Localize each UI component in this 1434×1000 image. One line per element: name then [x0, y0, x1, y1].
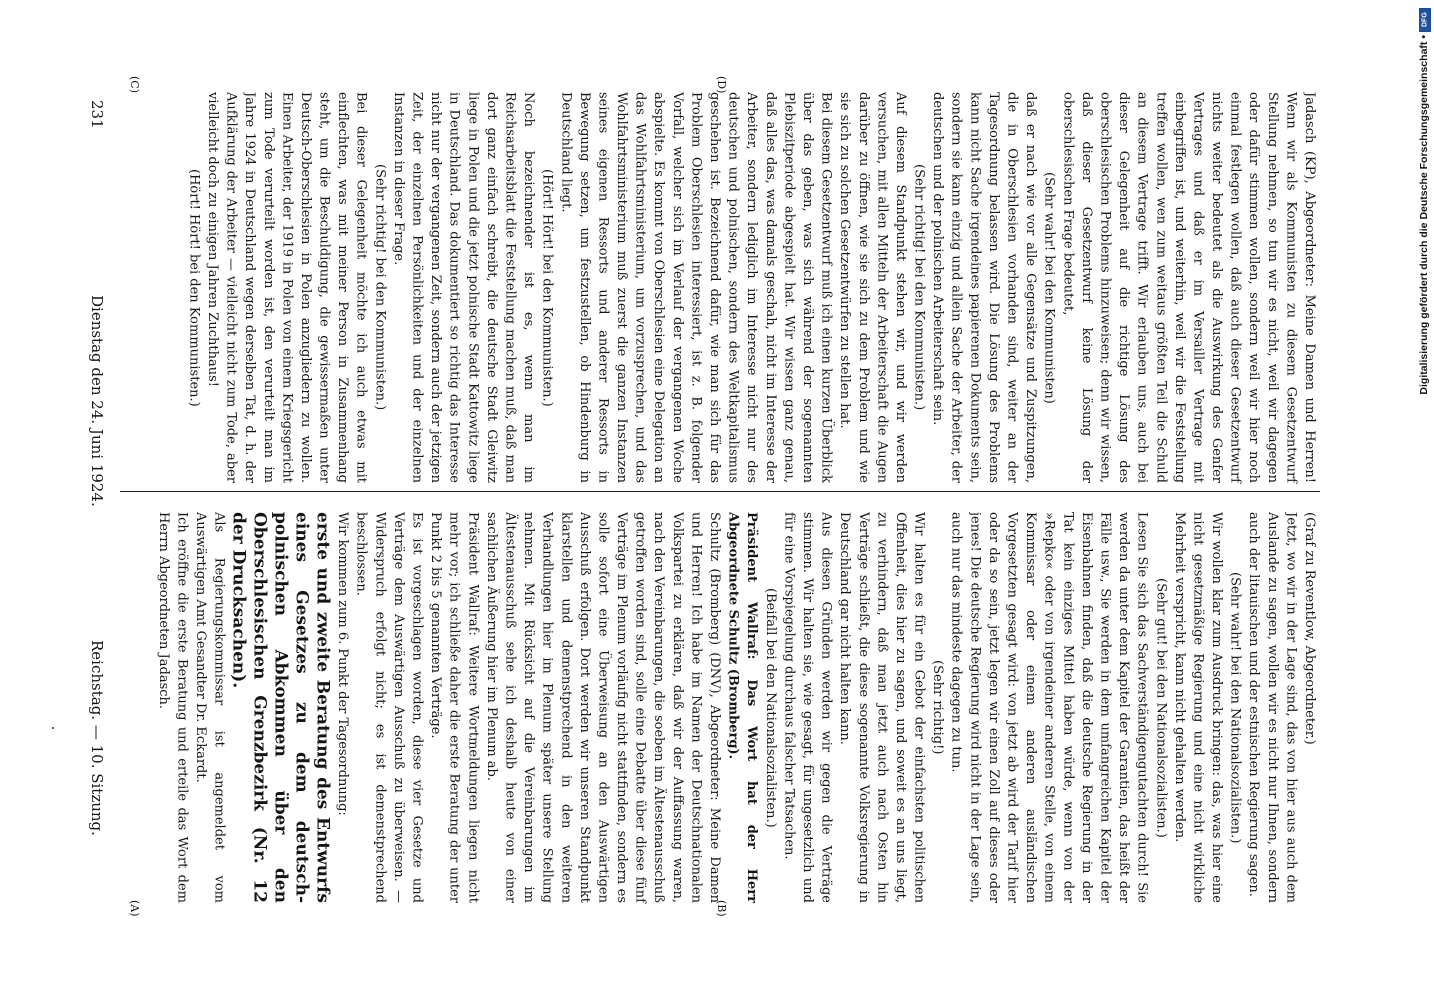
interjection: (Sehr wahr! bei den Nationalsozialisten.) — [1227, 571, 1243, 844]
paragraph: Es ist vorgeschlagen worden, diese vier Gesetze und Verträge dem Auswärtigen Ausschuß zu überweisen. — Widerspruch erfolgt nicht; es ist demenstprechend beschlossen. — [353, 512, 425, 903]
paragraph: Bei diesem Gesetzentwurf muß ich einen kurzen Überblick über das geben, was sich während der sogenannten Plebiszitperiode abgespielt hat. Wir wissen ganz genau, daß alles das, was damals geschah, nicht im Interesse der Arbeiter, sondern lediglich im Interesse nicht nur des deutschen und polnischen, sondern des Weltkapitalismus geschehen ist. Bezeichnend dafür, wie man sich für das Problem Oberschlesien interessiert, ist z. B. folgender Vorfall, welcher sich im Verlauf der vergangenen Woche abspielte. Es kommt von Oberschlesien eine Delegation an das Wohlfahrtsministerium, um vorzusprechen, und das Wohlfahrtsministerium muß zuerst die ganzen Instanzen seines eigenen Ressorts und anderer Ressorts in Bewegung setzen, um festzustellen, ob Hindenburg in Deutschland liegt. — [558, 92, 834, 483]
paragraph: Wir kommen zum 6. Punkt der Tagesordnung: — [335, 512, 351, 816]
paragraph-speech-jadasch: Jadasch (KP), Abgeordneter: Meine Damen und Herren! Wenn wir als Kommunisten zu diesem Gesetzentwurf Stellung nehmen, so tun wir es nicht, weil wir dagegen oder dafür stimmen wollen, sondern weil wir hier noch einmal festlegen wollen, daß auch dieser Gesetzentwurf nichts weiter bedeutet als die Auswirkung des Genfer Vertrages und daß er im Versailler Vertrage mit einbegriffen ist, und weiterhin, weil wir die Feststellung treffen wollen, wen zum weitaus größten Teil die Schuld an diesem Vertrage trifft. Wir erlauben uns, auch bei dieser Gelegenheit auf die richtige Lösung des oberschlesischen Problems hinzuweisen; denn wir wissen, daß dieser Gesetzentwurf keine Lösung der oberschlesischen Frage bedeutet, — [1060, 92, 1317, 483]
paragraph-speech-schultz: Schultz (Bromberg) (DNV), Abgeordneter: Meine Damen und Herren! Ich habe im Namen der Deutschnationalen Volkspartei zu erklären, daß wir der Auffassung waren, nach den Vereinbarungen, die soeben im Ältestenausschuß getroffen worden sind, solle eine Debatte über diese fünf Verträge im Plenum vorläufig nicht stattfinden, sondern es solle sofort eine Überweisung an den Auswärtigen Ausschuß erfolgen. Dort werden wir unseren Standpunkt klarstellen und demenstprechend in den weiteren Verhandlungen hier im Plenum später unsere Stellung nehmen. Mit Rücksicht auf die Vereinbarungen im Ältestenausschuß sehe ich deshalb heute von einer sachlichen Äußerung hier im Plenum ab. — [483, 512, 722, 903]
paragraph: daß er nach wie vor alle Gegensätze und Zuspitzungen, die in Oberschlesien vorhanden sind, weiter an der Tagesordnung belassen wird. Die Lösung des Problems kann nicht Sache irgendeines papierenen Dokuments sein, sondern sie kann einzig und allein Sache der Arbeiter, der deutschen und der polnischen Arbeiterschaft sein. — [930, 92, 1039, 483]
interjection: (Sehr richtig! bei den Kommunisten.) — [372, 164, 388, 411]
interjection: (Hört! Hört! bei den Kommunisten.) — [539, 168, 555, 407]
dfg-logo: DFG — [1419, 8, 1431, 32]
speaker-attribution: (Graf zu Reventlow, Abgeordneter.) — [1302, 512, 1317, 745]
digitization-credit: Digitalisierung gefördert durch die Deutsche Forschungsgemeinschaft • — [1418, 35, 1430, 395]
margin-marker-d: (D) — [715, 76, 728, 94]
interjection: (Beifall bei den Nationalsozialisten.) — [762, 587, 778, 828]
interjection: (Sehr richtig!) — [930, 660, 946, 755]
paragraph: Wir halten es für ein Gebot der einfachsten politischen Offenheit, dies hier zu sagen, und soweit es an uns liegt, zu verhindern, daß man jetzt auch nach Osten hin Verträge schließt, die diese sogenannte Volksregierung in Deutschland gar nicht halten kann. — [837, 512, 927, 903]
interjection: (Sehr wahr! bei den Kommunisten) — [1041, 171, 1057, 404]
scan-speck — [52, 727, 54, 729]
interjection: (Sehr richtig! bei den Kommunisten.) — [911, 164, 927, 411]
interjection: (Hört! Hört! bei den Kommunisten.) — [186, 168, 202, 407]
paragraph: Auf diesem Standpunkt stehen wir, und wir werden versuchen, mit allen Mitteln der Arbeiterschaft die Augen darüber zu öffnen, wie sie sich zu dem Problem und wie sie sich zu solchen Gesetzentwürfen zu stellen hat. — [837, 92, 908, 483]
paragraph: Ich eröffne die erste Beratung und erteile das Wort dem Herrn Abgeordneten Jadasch. — [155, 512, 190, 903]
paragraph: Jetzt, wo wir in der Lage sind, das von hier aus auch dem Auslande zu sagen, wollen wir es nicht nur Ihnen, sondern auch der litauischen und der estnischen Regierung sagen. — [1246, 512, 1299, 903]
paragraph: Bei dieser Gelegenheit möchte ich auch etwas mit einflechten, was mit meiner Person in Zusammenhang steht, um die Beschuldigung, die gewissermaßen unter Deutsch-Oberschlesien in Polen anzugliedern zu wollen. Einen Arbeiter, der 1919 in Polen von einem Kriegsgericht zum Tode verurteilt worden ist, den verurteilt man im Jahre 1924 in Deutschland wegen derselben Tat, d. h. der Aufklärung der Arbeiter — vielleicht nicht zum Tode, aber vielleicht doch zu einigen Jahren Zuchthaus! — [204, 92, 369, 483]
agenda-item-heading: erste und zweite Beratung des Entwurfs eines Gesetzes zu dem deutsch-polnischen Abkommen über den Oberschlesischen Grenzbezirk (Nr. 12 der Drucksachen). — [228, 512, 333, 903]
column-divider — [120, 491, 1320, 492]
header-session-title: Reichstag. — 10. Sitzung. — [88, 640, 106, 836]
paragraph-president: Präsident Wallraf: Das Wort hat der Herr Abgeordnete Schultz (Bromberg). — [725, 512, 760, 903]
paragraph: Als Regierungskommissar ist angemeldet vom Auswärtigen Amt Gesandter Dr. Eckardt. — [192, 512, 227, 903]
interjection: (Sehr gut! bei den Nationalsozialisten.) — [1153, 577, 1169, 838]
paragraph: Lesen Sie sich das Sachverständigengutachten durch! Sie werden da unter dem Kapitel der Garantien, das heißt der Fälle usw., Sie werden in dem umfangreichen Kapitel der Eisenbahnen finden, daß die deutsche Regierung in der Tat kein einziges Mittel haben würde, wenn von der »Repko« oder von irgendeiner anderen Stelle, von einem Kommissar oder einem anderen ausländischen Vorgesetzten gesagt wird: von jetzt ab wird der Tarif hier oder da so sein, jetzt legen wir einen Zoll auf dieses oder jenes! Die deutsche Regierung wird nicht in der Lage sein, auch nur das mindeste dagegen zu tun. — [948, 512, 1150, 903]
header-page-number: 231 — [88, 100, 106, 129]
paragraph: Noch bezeichnender ist es, wenn man im Reichsarbeitsblatt die Feststellung machen muß, daß man dort ganz einfach schreibt, die deutsche Stadt Gleiwitz liege in Polen und die jetzt polnische Stadt Kattowitz liege in Deutschland. Das dokumentiert so richtig das Interesse nicht nur der vergangenen Zeit, sondern auch der jetzigen Zeit, der einzelnen Persönlichkeiten und der einzelnen Instanzen in dieser Frage. — [390, 92, 537, 483]
header-date: Dienstag den 24. Juni 1924. — [88, 295, 106, 507]
left-text-column — [118, 512, 1318, 907]
margin-marker-c: (C) — [128, 76, 141, 93]
paragraph: Aus diesen Gründen werden wir gegen die Verträge stimmen. Wir halten sie, wie gesagt, für ungesetzlich und für eine Vorspiegelung durchaus falscher Tatsachen. — [781, 512, 834, 903]
right-text-column — [118, 92, 1318, 487]
paragraph: Wir wollen klar zum Ausdruck bringen: das, was hier eine nicht gesetzmäßige Regierung und eine nicht wirkliche Mehrheit verspricht, kann nicht gehalten werden. — [1171, 512, 1225, 903]
margin-marker-a: (A) — [128, 900, 141, 917]
paragraph-president: Präsident Wallraf: Weitere Wortmeldungen liegen nicht mehr vor; ich schließe daher die erste Beratung der unter Punkt 2 bis 5 genannten Verträge. — [428, 512, 481, 903]
margin-marker-b: (B) — [715, 900, 728, 917]
